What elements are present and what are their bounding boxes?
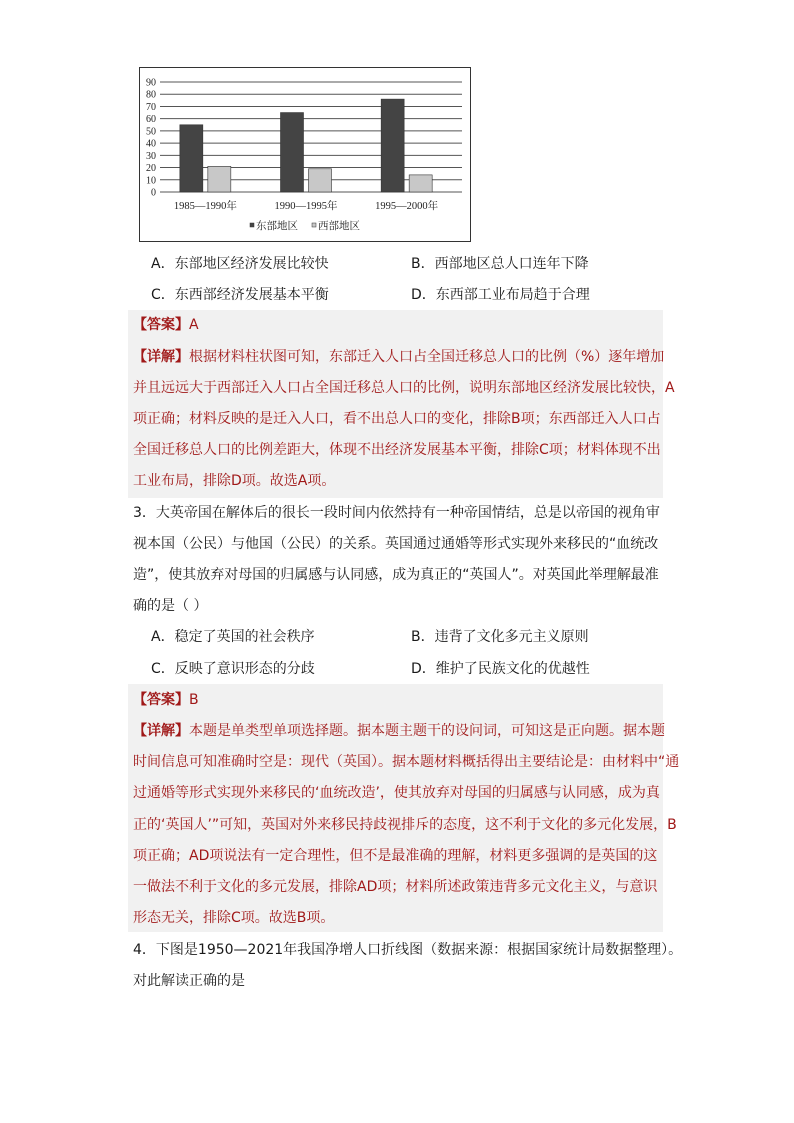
y-tick-label: 30: [146, 150, 156, 162]
q2-answer-panel: [128, 310, 663, 498]
bar-east: [281, 113, 304, 192]
q2-detail-line: 项正确；材料反映的是迁入人口，看不出总人口的变化，排除B项；东西部迁入人口占: [133, 411, 661, 427]
answer-value: A: [189, 317, 199, 333]
y-tick-label: 20: [146, 163, 156, 175]
detail-label: 【详解】: [133, 349, 189, 365]
q2-detail-line: 并且远远大于西部迁入人口占全国迁移总人口的比例，说明东部地区经济发展比较快，A: [133, 380, 675, 396]
legend-label: 西部地区: [318, 220, 360, 232]
y-tick-label: 90: [146, 77, 156, 89]
q2-option-d: D．东西部工业布局趋于合理: [411, 287, 590, 303]
answer-value: B: [189, 692, 199, 708]
q3-option-c: C．反映了意识形态的分歧: [151, 661, 315, 677]
x-tick-label: 1985—1990年: [173, 201, 237, 212]
bar-east: [381, 99, 404, 192]
bar-west: [309, 169, 332, 192]
q3-detail-line: 项正确；AD项说法有一定合理性，但不是最准确的理解，材料更多强调的是英国的这: [133, 848, 658, 864]
q4-stem-line: 对此解读正确的是: [133, 973, 245, 989]
y-tick-label: 10: [146, 175, 156, 187]
q3-detail-line: 时间信息可知准确时空是：现代（英国）。据本题材料概括得出主要结论是：由材料中“通: [133, 754, 680, 770]
detail-text: 本题是单类型单项选择题。据本题主题干的设问词，可知这是正向题。据本题: [189, 723, 665, 739]
q3-detail-line: [133, 721, 665, 741]
y-tick-label: 80: [146, 89, 156, 101]
y-tick-label: 0: [151, 187, 156, 199]
answer-label: 【答案】: [133, 692, 189, 708]
bar-west: [208, 166, 231, 192]
q2-option-a: A．东部地区经济发展比较快: [151, 256, 329, 272]
chart-canvas: [140, 68, 470, 241]
q4-stem-line: 4．下图是1950—2021年我国净增人口折线图（数据来源：根据国家统计局数据整理）。: [133, 942, 683, 958]
y-tick-label: 40: [146, 138, 156, 150]
y-tick-label: 50: [146, 126, 156, 138]
answer-label: 【答案】: [133, 317, 189, 333]
q3-detail-line: 过通婚等形式实现外来移民的‘血统改造’，使其放弃对母国的归属感与认同感，成为真: [133, 785, 660, 801]
detail-text: 根据材料柱状图可知，东部迁入人口占全国迁移总人口的比例（%）逐年增加: [189, 349, 665, 365]
legend-swatch: [250, 223, 254, 227]
q3-detail-line: 一做法不利于文化的多元发展，排除AD项；材料所述政策违背多元文化主义，与意识: [133, 879, 658, 895]
q2-detail-line: 全国迁移总人口的比例差距大，体现不出经济发展基本平衡，排除C项；材料体现不出: [133, 442, 661, 458]
q3-answer: [133, 690, 199, 710]
q3-stem-line: 造”，使其放弃对母国的归属感与认同感，成为真正的“英国人”。对英国此举理解最准: [133, 567, 659, 583]
legend-label: 东部地区: [256, 220, 298, 232]
y-tick-label: 70: [146, 101, 156, 113]
legend-swatch: [312, 223, 316, 227]
bar-west: [409, 175, 432, 192]
q3-option-d: D．维护了民族文化的优越性: [411, 661, 590, 677]
bar-chart: [139, 67, 471, 242]
q3-detail-line: 正的‘英国人’”可知，英国对外来移民持歧视排斥的态度，这不利于文化的多元化发展，B: [133, 817, 677, 833]
q2-option-b: B．西部地区总人口连年下降: [411, 256, 589, 272]
q3-stem-line: 确的是（ ）: [133, 598, 208, 614]
x-tick-label: 1995—2000年: [375, 201, 439, 212]
q3-option-a: A．稳定了英国的社会秩序: [151, 629, 315, 645]
y-tick-label: 60: [146, 114, 156, 126]
q2-option-c: C．东西部经济发展基本平衡: [151, 287, 329, 303]
q3-stem-line: 视本国（公民）与他国（公民）的关系。英国通过通婚等形式实现外来移民的“血统改: [133, 536, 659, 552]
detail-label: 【详解】: [133, 723, 189, 739]
q2-detail-line: 工业布局，排除D项。故选A项。: [133, 473, 336, 489]
q2-answer: [133, 315, 199, 335]
q3-detail-line: 形态无关，排除C项。故选B项。: [133, 910, 335, 926]
q3-stem-line: 3．大英帝国在解体后的很长一段时间内依然持有一种帝国情结，总是以帝国的视角审: [133, 505, 660, 521]
x-tick-label: 1990—1995年: [274, 201, 338, 212]
bar-east: [180, 125, 203, 192]
q2-detail-line: [133, 347, 664, 367]
q3-option-b: B．违背了文化多元主义原则: [411, 629, 589, 645]
